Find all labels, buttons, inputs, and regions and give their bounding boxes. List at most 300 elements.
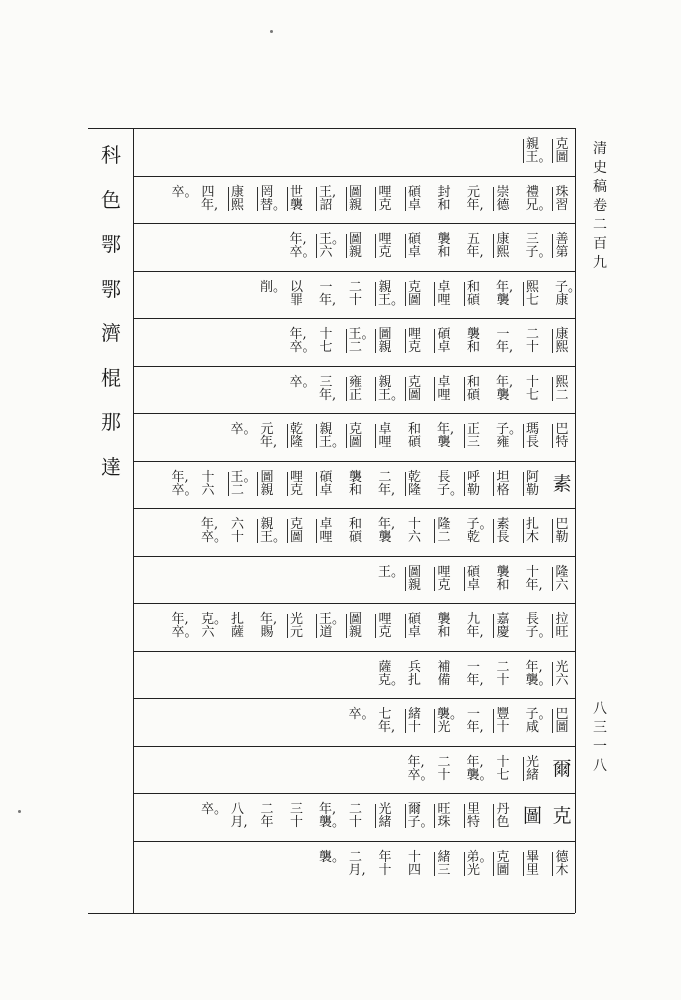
cell-text: 旺珠 (437, 802, 451, 830)
table-cell (466, 754, 493, 783)
cell-text: 扎木 (525, 517, 539, 545)
table-cell (555, 328, 569, 354)
table-cell (349, 233, 363, 259)
table-cell (437, 233, 451, 259)
cell-text: 光緒 (525, 754, 539, 783)
cell-text: 削。 (260, 279, 287, 295)
cell-text: 雍正 (348, 374, 362, 403)
proper-name-mark (493, 804, 494, 828)
proper-name-mark (464, 852, 465, 876)
table-cell (466, 612, 484, 640)
table-cell (555, 138, 569, 164)
proper-name-mark (375, 377, 376, 401)
proper-name-mark (493, 709, 494, 733)
table-cell (466, 659, 484, 688)
speck (270, 30, 273, 33)
table-cell (466, 849, 493, 878)
table-cell (378, 803, 392, 829)
table-cell (290, 471, 304, 497)
proper-name-mark (375, 614, 376, 638)
table-cell (408, 423, 422, 449)
table-cell (467, 566, 481, 592)
left-column-char: 棍 (101, 365, 121, 390)
cell-text: 襲。光 (437, 707, 464, 735)
proper-name-mark (257, 472, 258, 496)
cell-text: 熙二 (555, 374, 569, 403)
table-cell (525, 612, 552, 640)
table-cell (496, 327, 514, 355)
cell-text: 年,卒。 (407, 754, 434, 783)
cell-text: 素長 (496, 517, 510, 545)
proper-name-mark (346, 377, 347, 401)
table-cell (408, 233, 422, 259)
cell-text: 康熙 (555, 327, 569, 355)
cell-text: 圖親 (348, 184, 362, 213)
table-cell (290, 803, 304, 829)
table-cell (496, 279, 514, 308)
row-divider (133, 176, 575, 177)
cell-text: 熙七 (525, 279, 539, 308)
table-cell (319, 374, 337, 403)
cell-text: 年,襲。 (466, 754, 493, 783)
proper-name-mark (346, 329, 347, 353)
table-cell (525, 564, 543, 593)
cell-text: 年,卒。 (289, 327, 316, 355)
proper-name-mark (493, 614, 494, 638)
table-cell (496, 233, 510, 259)
cell-text: 克圖 (496, 849, 510, 878)
table-cell (525, 232, 552, 260)
table-cell (408, 376, 422, 402)
table-cell (555, 186, 569, 212)
cell-text: 卓哩 (319, 517, 333, 545)
table-cell (260, 184, 287, 213)
cell-text: 七年, (378, 707, 396, 735)
cell-text: 卒。 (171, 184, 198, 200)
left-column-char: 濟 (101, 321, 121, 345)
cell-text: 碩卓 (407, 612, 421, 640)
proper-name-mark (316, 187, 317, 211)
table-cell (526, 281, 540, 307)
table-cell (525, 137, 552, 165)
proper-name-mark (523, 472, 524, 496)
cell-text: 年十 (378, 849, 392, 878)
proper-name-mark (257, 519, 258, 543)
proper-name-mark (405, 282, 406, 306)
table-cell (555, 851, 569, 877)
cell-text: 王。二 (230, 469, 257, 498)
cell-text: 拉旺 (555, 612, 569, 640)
cell-text: 年,襲。 (525, 659, 552, 688)
table-cell (378, 233, 392, 259)
cell-text: 一年, (496, 327, 514, 355)
cell-text: 光六 (555, 659, 569, 688)
proper-name-mark (552, 234, 553, 258)
cell-text: 八月, (230, 802, 248, 830)
cell-text: 卒。 (289, 374, 316, 390)
proper-name-mark (523, 139, 524, 163)
large-name-char: 克 (552, 805, 572, 827)
cell-text: 克圖 (348, 422, 362, 450)
cell-text: 阿勒 (525, 469, 539, 498)
table-cell (496, 518, 510, 544)
table-cell (437, 756, 451, 782)
cell-text: 隆六 (555, 564, 569, 593)
table-cell (437, 281, 451, 307)
table-left-rule (133, 128, 134, 913)
cell-text: 王。 (378, 564, 405, 580)
table-cell (231, 186, 245, 212)
proper-name-mark (346, 614, 347, 638)
proper-name-mark (228, 472, 229, 496)
cell-text: 封和 (437, 184, 451, 213)
table-cell (525, 659, 552, 688)
proper-name-mark (405, 614, 406, 638)
cell-text: 十六 (407, 517, 421, 545)
row-divider (133, 366, 575, 367)
cell-text: 哩克 (378, 232, 392, 260)
cell-text: 世襲 (289, 184, 303, 213)
cell-text: 二十 (437, 754, 451, 783)
large-name-char: 爾 (552, 757, 572, 780)
cell-text: 圖親 (378, 327, 392, 355)
table-cell (348, 327, 375, 355)
cell-text: 豐十 (496, 707, 510, 735)
cell-text: 正三 (466, 422, 480, 450)
cell-text: 緒十 (407, 707, 421, 735)
table-cell (260, 471, 274, 497)
cell-text: 薩克。 (378, 659, 405, 688)
proper-name-mark (493, 472, 494, 496)
table-cell (555, 423, 569, 449)
proper-name-mark (523, 519, 524, 543)
cell-text: 補備 (437, 659, 451, 688)
table-cell (496, 566, 510, 592)
cell-text: 崇德 (496, 184, 510, 213)
table-cell (319, 849, 346, 865)
cell-text: 長子。 (437, 469, 464, 498)
cell-text: 十七 (496, 754, 510, 783)
row-divider (133, 698, 575, 699)
cell-text: 卓哩 (437, 374, 451, 403)
proper-name-mark (375, 282, 376, 306)
cell-text: 克圖 (289, 517, 303, 545)
table-cell (467, 471, 481, 497)
table-cell (408, 328, 422, 354)
cell-text: 巴圖 (555, 707, 569, 735)
cell-text: 元年, (260, 422, 278, 450)
page-number: 八三一八 (593, 701, 607, 774)
cell-text: 二十 (348, 279, 362, 308)
table-cell (467, 803, 481, 829)
table-cell (467, 376, 481, 402)
table-cell (555, 566, 569, 592)
table-cell (378, 613, 392, 639)
cell-text: 和碩 (466, 374, 480, 403)
cell-text: 嘉慶 (496, 612, 510, 640)
table-cell (437, 469, 464, 498)
cell-text: 年,卒。 (289, 232, 316, 260)
cell-text: 二十 (525, 327, 539, 355)
proper-name-mark (405, 234, 406, 258)
table-cell (467, 328, 481, 354)
cell-text: 五年, (466, 232, 484, 260)
table-cell (290, 281, 304, 307)
proper-name-mark (405, 377, 406, 401)
cell-text: 康熙 (230, 184, 244, 213)
table-cell (496, 661, 510, 687)
proper-name-mark (405, 472, 406, 496)
cell-text: 一年, (466, 659, 484, 688)
table-cell (555, 613, 569, 639)
proper-name-mark (523, 282, 524, 306)
table-cell (378, 564, 405, 580)
table-right-rule (575, 128, 576, 913)
table-cell (555, 279, 582, 308)
proper-name-mark (552, 329, 553, 353)
table-cell (467, 423, 481, 449)
cell-text: 二十 (348, 802, 362, 830)
table-cell (348, 849, 366, 878)
proper-name-mark (552, 519, 553, 543)
proper-name-mark (523, 757, 524, 781)
row-divider (133, 223, 575, 224)
cell-text: 珠習 (555, 184, 569, 213)
cell-text: 碩卓 (407, 232, 421, 260)
cell-text: 年,卒。 (171, 469, 198, 498)
proper-name-mark (552, 187, 553, 211)
table-cell (496, 613, 510, 639)
cell-text: 襲和 (496, 564, 510, 593)
cell-text: 子。雍 (496, 422, 523, 450)
cell-text: 乾隆 (407, 469, 421, 498)
table-cell (319, 422, 346, 450)
cell-text: 和碩 (348, 517, 362, 545)
table-cell (230, 469, 257, 498)
table-cell (260, 612, 278, 640)
table-bottom-border (88, 913, 575, 914)
table-cell (349, 518, 363, 544)
cell-text: 碩卓 (437, 327, 451, 355)
proper-name-mark (434, 709, 435, 733)
left-column-char: 鄂 (101, 232, 121, 256)
cell-text: 襲和 (466, 327, 480, 355)
cell-text: 三子。 (525, 232, 552, 260)
cell-text: 罔替。 (260, 184, 287, 213)
table-cell (408, 186, 422, 212)
proper-name-mark (375, 424, 376, 448)
cell-text: 年,襲 (437, 422, 455, 450)
proper-name-mark (434, 852, 435, 876)
table-cell (378, 469, 396, 498)
cell-text: 年,襲 (378, 517, 396, 545)
table-cell (349, 376, 363, 402)
cell-text: 巴勒 (555, 517, 569, 545)
cell-text: 哩克 (437, 564, 451, 593)
proper-name-mark (287, 472, 288, 496)
speck (18, 810, 21, 813)
cell-text: 坦格 (496, 469, 510, 498)
cell-text: 碩卓 (319, 469, 333, 498)
proper-name-mark (464, 424, 465, 448)
table-cell (408, 851, 422, 877)
table-cell (437, 518, 451, 544)
table-cell (437, 328, 451, 354)
proper-name-mark (405, 804, 406, 828)
row-divider (133, 556, 575, 557)
table-cell (349, 423, 363, 449)
cell-text: 弟。光 (466, 849, 493, 878)
proper-name-mark (552, 662, 553, 686)
table-cell (466, 184, 484, 213)
proper-name-mark (316, 614, 317, 638)
cell-text: 十六 (201, 469, 215, 498)
table-cell (408, 566, 422, 592)
cell-text: 九年, (466, 612, 484, 640)
cell-text: 圖親 (407, 564, 421, 593)
proper-name-mark (552, 567, 553, 591)
cell-text: 以罪 (289, 279, 303, 308)
table-cell (378, 279, 405, 308)
row-divider (133, 461, 575, 462)
cell-text: 呼勒 (466, 469, 480, 498)
proper-name-mark (523, 424, 524, 448)
cell-text: 子。乾 (466, 517, 493, 545)
cell-text: 子。咸 (525, 707, 552, 735)
cell-text: 光緒 (378, 802, 392, 830)
proper-name-mark (552, 377, 553, 401)
cell-text: 和碩 (407, 422, 421, 450)
cell-text: 哩克 (289, 469, 303, 498)
table-cell (260, 279, 287, 295)
table-cell (201, 471, 215, 497)
cell-text: 王。六 (319, 232, 346, 260)
cell-text: 襲和 (437, 232, 451, 260)
large-name-char: 素 (552, 472, 572, 495)
left-column-char: 色 (101, 187, 121, 212)
table-cell (349, 803, 363, 829)
cell-text: 年,襲。 (319, 802, 346, 830)
table-cell (408, 471, 422, 497)
cell-text: 王。道 (319, 612, 346, 640)
table-cell (171, 469, 198, 498)
cell-text: 三十 (289, 802, 303, 830)
proper-name-mark (523, 852, 524, 876)
cell-text: 瑪長 (525, 422, 539, 450)
proper-name-mark (375, 234, 376, 258)
cell-text: 親王。 (378, 374, 405, 403)
table-cell (526, 756, 540, 782)
proper-name-mark (375, 187, 376, 211)
proper-name-mark (434, 567, 435, 591)
table-cell (496, 186, 510, 212)
proper-name-mark (552, 614, 553, 638)
table-cell (289, 327, 316, 355)
cell-text: 二年 (260, 802, 274, 830)
table-cell (496, 471, 510, 497)
proper-name-mark (434, 804, 435, 828)
table-cell (201, 184, 219, 213)
cell-text: 克。六 (201, 612, 228, 640)
large-name-char: 圖 (522, 805, 542, 827)
table-cell (378, 707, 396, 735)
table-cell (555, 708, 569, 734)
table-cell (437, 422, 455, 450)
table-cell (378, 517, 396, 545)
table-cell (290, 613, 304, 639)
cell-text: 和碩 (466, 279, 480, 308)
table-cell (496, 851, 510, 877)
table-cell (408, 661, 422, 687)
table-cell (319, 802, 346, 830)
table-cell (496, 803, 510, 829)
cell-text: 王。二 (348, 327, 375, 355)
cell-text: 緒三 (437, 849, 451, 878)
cell-text: 年,襲 (496, 374, 514, 403)
cell-text: 哩克 (378, 184, 392, 213)
cell-text: 里特 (466, 802, 480, 830)
cell-text: 克圖 (555, 137, 569, 165)
table-cell (555, 233, 569, 259)
cell-text: 二月, (348, 849, 366, 878)
proper-name-mark (552, 424, 553, 448)
proper-name-mark (405, 567, 406, 591)
cell-text: 丹色 (496, 802, 510, 830)
cell-text: 禮兄。 (525, 184, 552, 213)
table-cell (496, 708, 510, 734)
cell-text: 善第 (555, 232, 569, 260)
cell-text: 十年, (525, 564, 543, 593)
proper-name-mark (287, 187, 288, 211)
cell-text: 三年, (319, 374, 337, 403)
table-cell (555, 376, 569, 402)
table-cell (525, 707, 552, 735)
proper-name-mark (552, 139, 553, 163)
cell-text: 克圖 (407, 279, 421, 308)
cell-text: 康熙 (496, 232, 510, 260)
cell-text: 親王。 (260, 517, 287, 545)
table-cell (526, 328, 540, 354)
table-cell (466, 232, 484, 260)
table-cell (378, 659, 405, 688)
table-cell (437, 186, 451, 212)
cell-text: 卓哩 (378, 422, 392, 450)
table-cell (496, 756, 510, 782)
cell-text: 哩克 (407, 327, 421, 355)
cell-text: 親王。 (525, 137, 552, 165)
row-divider (133, 651, 575, 652)
cell-text: 畢里 (525, 849, 539, 878)
proper-name-mark (405, 329, 406, 353)
table-cell (171, 612, 198, 640)
left-column-char: 科 (101, 143, 121, 167)
table-cell (437, 803, 451, 829)
proper-name-mark (316, 424, 317, 448)
proper-name-mark (287, 519, 288, 543)
table-cell (260, 517, 287, 545)
running-title: 清史稿卷二百九 (593, 141, 607, 271)
proper-name-mark (316, 234, 317, 258)
table-cell (319, 279, 337, 308)
proper-name-mark (375, 329, 376, 353)
table-cell (437, 661, 451, 687)
cell-text: 扎薩 (230, 612, 244, 640)
table-cell (437, 707, 464, 735)
table-cell (289, 232, 316, 260)
proper-name-mark (228, 187, 229, 211)
proper-name-mark (257, 187, 258, 211)
proper-name-mark (287, 614, 288, 638)
